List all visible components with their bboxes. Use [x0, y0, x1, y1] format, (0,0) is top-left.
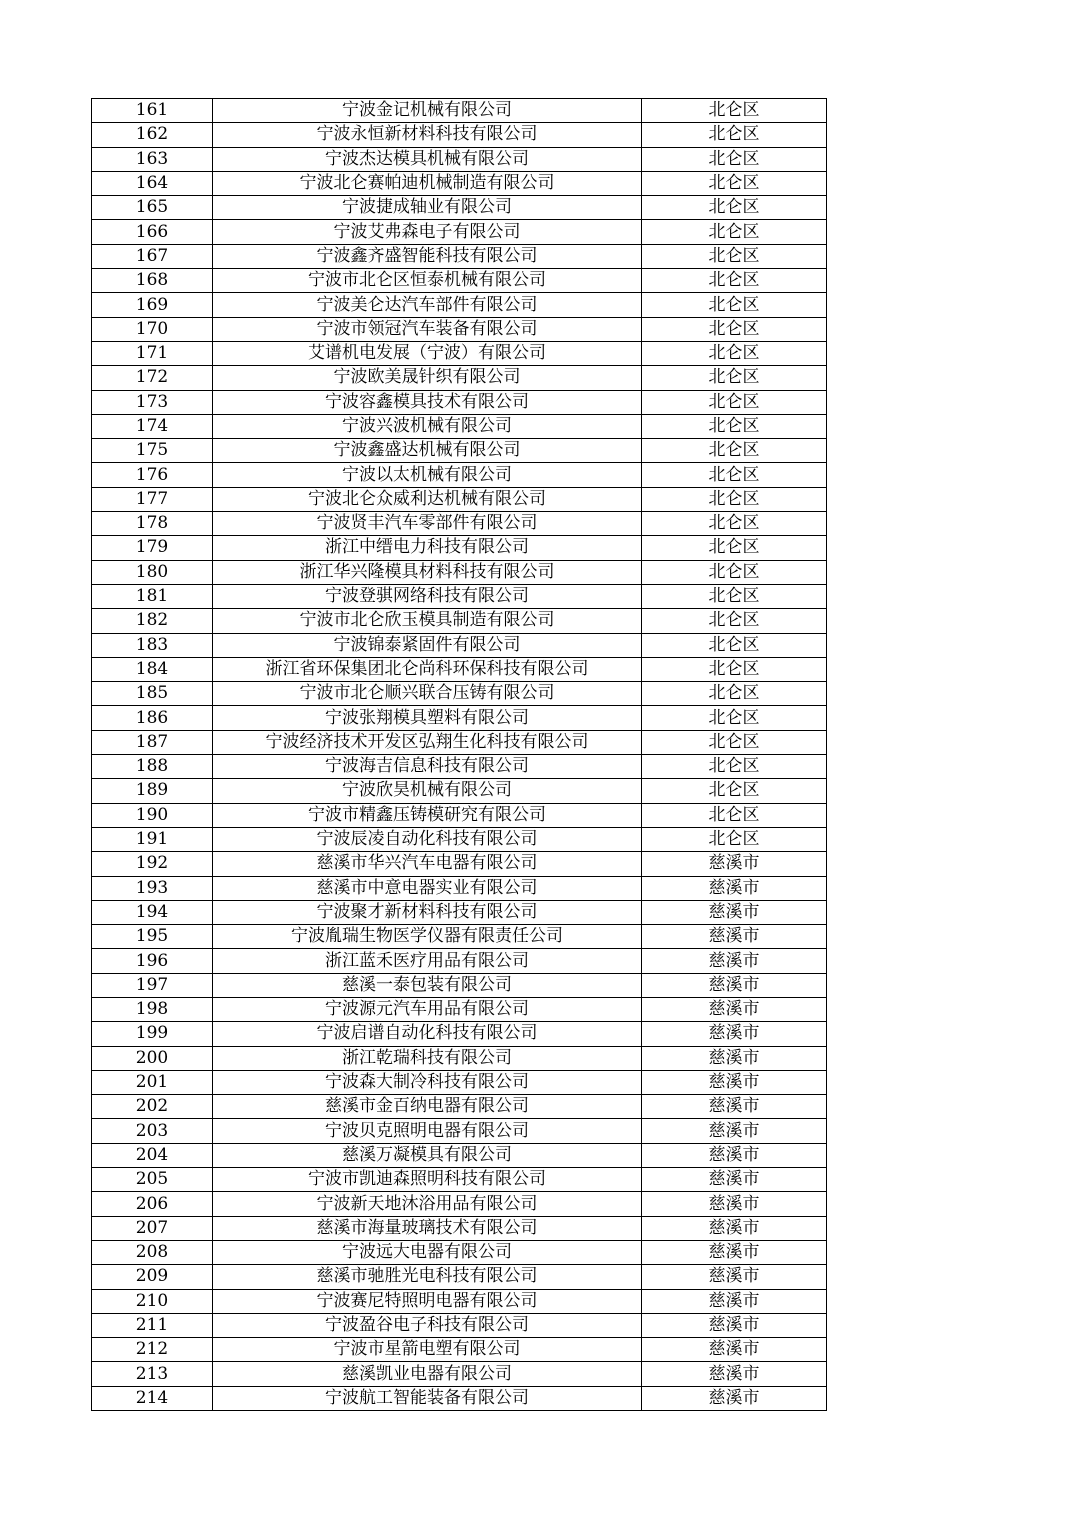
company-name-cell: 浙江省环保集团北仑尚科环保科技有限公司: [213, 657, 642, 681]
row-number-cell: 165: [92, 196, 213, 220]
table-row: [92, 1192, 827, 1216]
district-cell: 慈溪市: [642, 1143, 827, 1167]
row-number-cell: 182: [92, 609, 213, 633]
district-cell: 慈溪市: [642, 949, 827, 973]
district-cell: 北仑区: [642, 657, 827, 681]
district-cell: 慈溪市: [642, 997, 827, 1021]
company-name-cell: 宁波市领冠汽车装备有限公司: [213, 317, 642, 341]
row-number-cell: 191: [92, 827, 213, 851]
company-name-cell: 宁波鑫盛达机械有限公司: [213, 439, 642, 463]
district-cell: 北仑区: [642, 317, 827, 341]
company-name-cell: 慈溪市海量玻璃技术有限公司: [213, 1216, 642, 1240]
table-row: [92, 779, 827, 803]
row-number-cell: 202: [92, 1095, 213, 1119]
row-number-cell: 183: [92, 633, 213, 657]
company-name-cell: 宁波容鑫模具技术有限公司: [213, 390, 642, 414]
district-cell: 北仑区: [642, 463, 827, 487]
company-name-cell: 宁波经济技术开发区弘翔生化科技有限公司: [213, 730, 642, 754]
table-row: [92, 366, 827, 390]
company-name-cell: 宁波贝克照明电器有限公司: [213, 1119, 642, 1143]
table-row: [92, 1265, 827, 1289]
row-number-cell: 189: [92, 779, 213, 803]
table-body: [92, 99, 827, 1411]
row-number-cell: 200: [92, 1046, 213, 1070]
district-cell: 北仑区: [642, 633, 827, 657]
company-name-cell: 宁波艾弗森电子有限公司: [213, 220, 642, 244]
table-row: [92, 997, 827, 1021]
district-cell: 北仑区: [642, 512, 827, 536]
table-row: [92, 171, 827, 195]
row-number-cell: 164: [92, 171, 213, 195]
company-name-cell: 宁波市凯迪森照明科技有限公司: [213, 1168, 642, 1192]
district-cell: 慈溪市: [642, 1240, 827, 1264]
table-row: [92, 512, 827, 536]
row-number-cell: 196: [92, 949, 213, 973]
row-number-cell: 180: [92, 560, 213, 584]
table-row: [92, 99, 827, 123]
row-number-cell: 201: [92, 1070, 213, 1094]
district-cell: 慈溪市: [642, 973, 827, 997]
company-name-cell: 慈溪市华兴汽车电器有限公司: [213, 852, 642, 876]
table-row: [92, 1070, 827, 1094]
table-row: [92, 341, 827, 365]
row-number-cell: 208: [92, 1240, 213, 1264]
row-number-cell: 206: [92, 1192, 213, 1216]
row-number-cell: 178: [92, 512, 213, 536]
table-row: [92, 317, 827, 341]
district-cell: 慈溪市: [642, 1022, 827, 1046]
company-name-cell: 宁波北仑赛帕迪机械制造有限公司: [213, 171, 642, 195]
table-row: [92, 220, 827, 244]
company-name-cell: 慈溪凯业电器有限公司: [213, 1362, 642, 1386]
table-row: [92, 1143, 827, 1167]
company-name-cell: 宁波欧美晟针织有限公司: [213, 366, 642, 390]
company-name-cell: 宁波源元汽车用品有限公司: [213, 997, 642, 1021]
company-name-cell: 宁波聚才新材料科技有限公司: [213, 900, 642, 924]
table-row: [92, 1289, 827, 1313]
district-cell: 慈溪市: [642, 1386, 827, 1410]
district-cell: 北仑区: [642, 341, 827, 365]
company-name-cell: 宁波杰达模具机械有限公司: [213, 147, 642, 171]
company-name-cell: 宁波市北仑欣玉模具制造有限公司: [213, 609, 642, 633]
row-number-cell: 163: [92, 147, 213, 171]
district-cell: 慈溪市: [642, 1362, 827, 1386]
company-name-cell: 宁波登骐网络科技有限公司: [213, 584, 642, 608]
company-name-cell: 艾谱机电发展（宁波）有限公司: [213, 341, 642, 365]
district-cell: 北仑区: [642, 584, 827, 608]
company-name-cell: 慈溪市驰胜光电科技有限公司: [213, 1265, 642, 1289]
district-cell: 北仑区: [642, 536, 827, 560]
row-number-cell: 211: [92, 1313, 213, 1337]
company-name-cell: 慈溪万凝模具有限公司: [213, 1143, 642, 1167]
row-number-cell: 194: [92, 900, 213, 924]
company-name-cell: 宁波远大电器有限公司: [213, 1240, 642, 1264]
district-cell: 北仑区: [642, 803, 827, 827]
district-cell: 北仑区: [642, 123, 827, 147]
table-row: [92, 414, 827, 438]
row-number-cell: 172: [92, 366, 213, 390]
company-name-cell: 宁波以太机械有限公司: [213, 463, 642, 487]
company-name-cell: 宁波市精鑫压铸模研究有限公司: [213, 803, 642, 827]
company-name-cell: 宁波鑫齐盛智能科技有限公司: [213, 244, 642, 268]
row-number-cell: 195: [92, 925, 213, 949]
company-name-cell: 宁波市星箭电塑有限公司: [213, 1338, 642, 1362]
row-number-cell: 176: [92, 463, 213, 487]
row-number-cell: 188: [92, 755, 213, 779]
district-cell: 北仑区: [642, 196, 827, 220]
table-row: [92, 560, 827, 584]
row-number-cell: 197: [92, 973, 213, 997]
company-name-cell: 宁波市北仑顺兴联合压铸有限公司: [213, 682, 642, 706]
company-name-cell: 宁波新天地沐浴用品有限公司: [213, 1192, 642, 1216]
company-name-cell: 宁波欣昊机械有限公司: [213, 779, 642, 803]
district-cell: 慈溪市: [642, 1070, 827, 1094]
table-row: [92, 1095, 827, 1119]
row-number-cell: 187: [92, 730, 213, 754]
table-row: [92, 269, 827, 293]
table-row: [92, 1240, 827, 1264]
table-row: [92, 1216, 827, 1240]
district-cell: 慈溪市: [642, 925, 827, 949]
district-cell: 北仑区: [642, 171, 827, 195]
district-cell: 慈溪市: [642, 1095, 827, 1119]
table-row: [92, 1119, 827, 1143]
row-number-cell: 175: [92, 439, 213, 463]
company-list-table: [91, 98, 827, 1411]
row-number-cell: 169: [92, 293, 213, 317]
table-row: [92, 609, 827, 633]
row-number-cell: 192: [92, 852, 213, 876]
district-cell: 慈溪市: [642, 1216, 827, 1240]
district-cell: 慈溪市: [642, 1192, 827, 1216]
company-name-cell: 宁波森大制冷科技有限公司: [213, 1070, 642, 1094]
row-number-cell: 213: [92, 1362, 213, 1386]
district-cell: 北仑区: [642, 730, 827, 754]
table-row: [92, 900, 827, 924]
district-cell: 北仑区: [642, 779, 827, 803]
district-cell: 北仑区: [642, 366, 827, 390]
district-cell: 慈溪市: [642, 1265, 827, 1289]
row-number-cell: 212: [92, 1338, 213, 1362]
district-cell: 北仑区: [642, 827, 827, 851]
table-row: [92, 657, 827, 681]
row-number-cell: 210: [92, 1289, 213, 1313]
row-number-cell: 162: [92, 123, 213, 147]
row-number-cell: 177: [92, 487, 213, 511]
row-number-cell: 214: [92, 1386, 213, 1410]
district-cell: 慈溪市: [642, 1313, 827, 1337]
district-cell: 北仑区: [642, 390, 827, 414]
table-row: [92, 1338, 827, 1362]
district-cell: 北仑区: [642, 414, 827, 438]
district-cell: 北仑区: [642, 755, 827, 779]
table-row: [92, 949, 827, 973]
row-number-cell: 167: [92, 244, 213, 268]
district-cell: 北仑区: [642, 609, 827, 633]
table-row: [92, 439, 827, 463]
table-row: [92, 1168, 827, 1192]
company-name-cell: 慈溪市中意电器实业有限公司: [213, 876, 642, 900]
table-row: [92, 487, 827, 511]
table-row: [92, 876, 827, 900]
district-cell: 慈溪市: [642, 876, 827, 900]
row-number-cell: 184: [92, 657, 213, 681]
row-number-cell: 198: [92, 997, 213, 1021]
table-row: [92, 682, 827, 706]
district-cell: 北仑区: [642, 244, 827, 268]
company-name-cell: 宁波胤瑞生物医学仪器有限责任公司: [213, 925, 642, 949]
district-cell: 北仑区: [642, 147, 827, 171]
district-cell: 北仑区: [642, 682, 827, 706]
company-name-cell: 浙江中缙电力科技有限公司: [213, 536, 642, 560]
district-cell: 慈溪市: [642, 1168, 827, 1192]
table-row: [92, 244, 827, 268]
row-number-cell: 190: [92, 803, 213, 827]
row-number-cell: 161: [92, 99, 213, 123]
table-row: [92, 123, 827, 147]
row-number-cell: 181: [92, 584, 213, 608]
table-row: [92, 463, 827, 487]
table-row: [92, 536, 827, 560]
company-name-cell: 浙江蓝禾医疗用品有限公司: [213, 949, 642, 973]
company-name-cell: 宁波捷成轴业有限公司: [213, 196, 642, 220]
company-name-cell: 宁波贤丰汽车零部件有限公司: [213, 512, 642, 536]
row-number-cell: 179: [92, 536, 213, 560]
table-row: [92, 196, 827, 220]
district-cell: 慈溪市: [642, 1289, 827, 1313]
company-name-cell: 宁波张翔模具塑料有限公司: [213, 706, 642, 730]
row-number-cell: 204: [92, 1143, 213, 1167]
row-number-cell: 166: [92, 220, 213, 244]
table-row: [92, 827, 827, 851]
row-number-cell: 199: [92, 1022, 213, 1046]
table-row: [92, 293, 827, 317]
row-number-cell: 173: [92, 390, 213, 414]
table-row: [92, 925, 827, 949]
company-name-cell: 宁波金记机械有限公司: [213, 99, 642, 123]
district-cell: 北仑区: [642, 706, 827, 730]
company-name-cell: 宁波航工智能装备有限公司: [213, 1386, 642, 1410]
table-row: [92, 803, 827, 827]
row-number-cell: 185: [92, 682, 213, 706]
row-number-cell: 209: [92, 1265, 213, 1289]
district-cell: 慈溪市: [642, 1046, 827, 1070]
district-cell: 北仑区: [642, 560, 827, 584]
district-cell: 慈溪市: [642, 900, 827, 924]
table-row: [92, 1046, 827, 1070]
row-number-cell: 205: [92, 1168, 213, 1192]
district-cell: 慈溪市: [642, 1338, 827, 1362]
row-number-cell: 203: [92, 1119, 213, 1143]
district-cell: 北仑区: [642, 487, 827, 511]
table-row: [92, 973, 827, 997]
company-name-cell: 宁波锦泰紧固件有限公司: [213, 633, 642, 657]
row-number-cell: 207: [92, 1216, 213, 1240]
table-row: [92, 1313, 827, 1337]
company-name-cell: 宁波启谱自动化科技有限公司: [213, 1022, 642, 1046]
company-name-cell: 慈溪市金百纳电器有限公司: [213, 1095, 642, 1119]
company-name-cell: 宁波赛尼特照明电器有限公司: [213, 1289, 642, 1313]
company-name-cell: 浙江乾瑞科技有限公司: [213, 1046, 642, 1070]
table-row: [92, 706, 827, 730]
district-cell: 北仑区: [642, 293, 827, 317]
row-number-cell: 193: [92, 876, 213, 900]
district-cell: 慈溪市: [642, 1119, 827, 1143]
row-number-cell: 168: [92, 269, 213, 293]
company-name-cell: 宁波海吉信息科技有限公司: [213, 755, 642, 779]
table-row: [92, 633, 827, 657]
row-number-cell: 171: [92, 341, 213, 365]
table-row: [92, 1362, 827, 1386]
table-row: [92, 755, 827, 779]
district-cell: 北仑区: [642, 220, 827, 244]
row-number-cell: 186: [92, 706, 213, 730]
company-name-cell: 慈溪一泰包装有限公司: [213, 973, 642, 997]
company-name-cell: 宁波辰凌自动化科技有限公司: [213, 827, 642, 851]
company-name-cell: 宁波市北仑区恒泰机械有限公司: [213, 269, 642, 293]
company-name-cell: 宁波美仑达汽车部件有限公司: [213, 293, 642, 317]
company-name-cell: 宁波盈谷电子科技有限公司: [213, 1313, 642, 1337]
row-number-cell: 174: [92, 414, 213, 438]
district-cell: 慈溪市: [642, 852, 827, 876]
district-cell: 北仑区: [642, 99, 827, 123]
company-name-cell: 宁波北仑众威利达机械有限公司: [213, 487, 642, 511]
table-row: [92, 1386, 827, 1410]
table-row: [92, 584, 827, 608]
company-name-cell: 宁波永恒新材料科技有限公司: [213, 123, 642, 147]
table-row: [92, 730, 827, 754]
row-number-cell: 170: [92, 317, 213, 341]
table-row: [92, 852, 827, 876]
district-cell: 北仑区: [642, 269, 827, 293]
table-row: [92, 390, 827, 414]
company-name-cell: 浙江华兴隆模具材料科技有限公司: [213, 560, 642, 584]
table-row: [92, 1022, 827, 1046]
company-name-cell: 宁波兴波机械有限公司: [213, 414, 642, 438]
district-cell: 北仑区: [642, 439, 827, 463]
table-row: [92, 147, 827, 171]
